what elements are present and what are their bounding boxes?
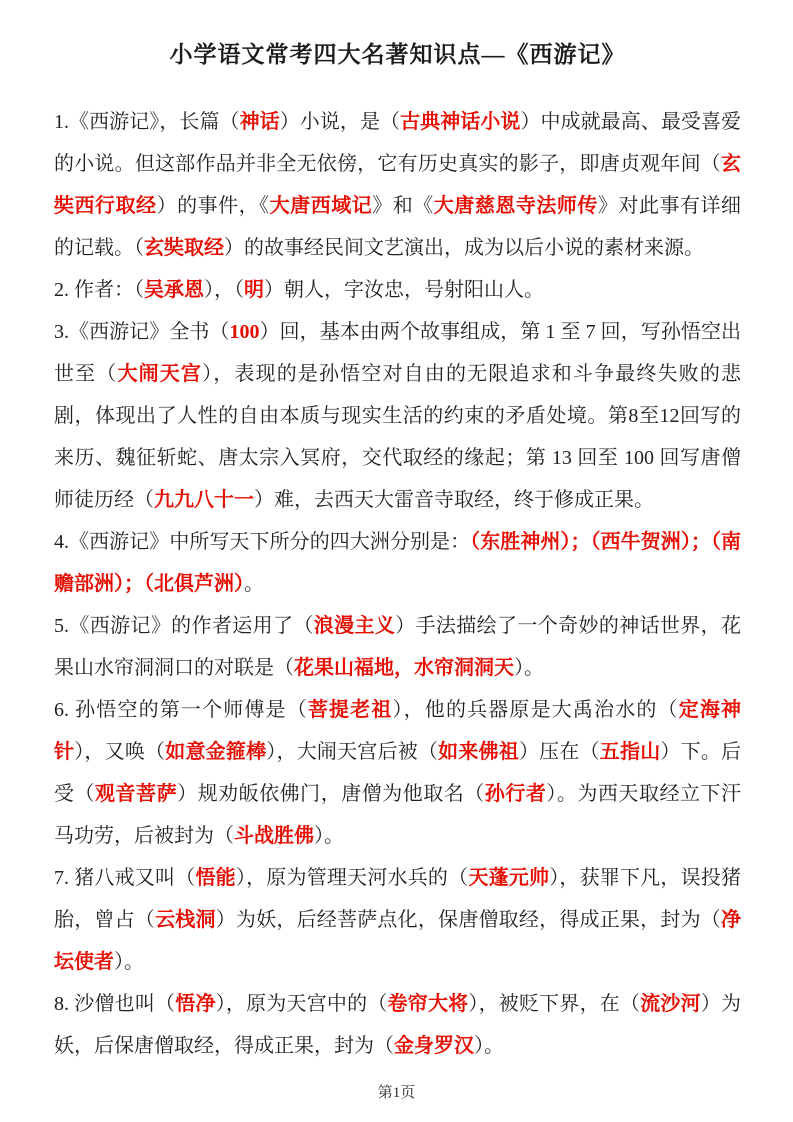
item-text: ），被贬下界，在（ bbox=[468, 993, 641, 1015]
knowledge-item bbox=[54, 101, 741, 269]
item-text: 4.《西游记》中所写天下所分的四大洲分别是： bbox=[54, 531, 471, 553]
item-text: ）为妖，后保唐僧取经，得成正果，封为（ bbox=[54, 993, 742, 1057]
answer-highlight: 如意金箍棒 bbox=[165, 741, 267, 763]
item-text: ），原为天宫中的（ bbox=[215, 993, 388, 1015]
knowledge-item bbox=[54, 983, 741, 1067]
answer-highlight: 定海神针 bbox=[54, 699, 741, 763]
item-text: 》和《 bbox=[372, 195, 434, 217]
item-text: 。 bbox=[244, 573, 264, 595]
item-text: ），表现的是孙悟空对自由的无限追求和斗争最终失败的悲剧，体现出了人性的自由本质与现实生活的约束的矛盾处境。第8至12回写的来历、魏征斩蛇、唐太宗入冥府，交代取经的缘起；第 13 回至 100 回写唐僧师徒历经（ bbox=[54, 363, 741, 511]
item-text: ），大闹天宫后被（ bbox=[266, 741, 439, 763]
answer-highlight: 九九八十一 bbox=[154, 489, 254, 511]
item-text: ）手法描绘了一个奇妙的神话世界，花果山水帘洞洞口的对联是（ bbox=[54, 615, 742, 679]
answer-highlight: 玄奘取经 bbox=[144, 237, 224, 259]
item-text: ）下。后受（ bbox=[54, 741, 742, 805]
item-text: 2. 作者：（ bbox=[54, 279, 144, 301]
answer-highlight: 菩提老祖 bbox=[307, 699, 393, 721]
knowledge-item bbox=[54, 857, 741, 983]
answer-highlight: 吴承恩 bbox=[144, 279, 204, 301]
answer-highlight: 100 bbox=[229, 321, 260, 343]
answer-highlight: 古典神话小说 bbox=[400, 111, 521, 133]
knowledge-item bbox=[54, 311, 741, 521]
item-text: 3.《西游记》全书（ bbox=[54, 321, 230, 343]
item-text: ），（ bbox=[204, 279, 244, 301]
item-text: ），获罪下凡，误投猪胎，曾占（ bbox=[54, 867, 742, 931]
item-text: ），又唤（ bbox=[74, 741, 166, 763]
item-text: ）回，基本由两个故事组成，第 1 至 7 回，写孙悟空出世至（ bbox=[54, 321, 742, 385]
answer-highlight: 孙行者 bbox=[484, 783, 547, 805]
item-text: ）压在（ bbox=[518, 741, 600, 763]
item-text: ）的事件，《 bbox=[156, 195, 270, 217]
item-text: 1.《西游记》，长篇（ bbox=[54, 111, 240, 133]
knowledge-item bbox=[54, 521, 741, 605]
item-text: 8. 沙僧也叫（ bbox=[54, 993, 176, 1015]
page-title: 小学语文常考四大名著知识点—《西游记》 bbox=[169, 42, 626, 67]
answer-highlight: 大闹天宫 bbox=[117, 363, 203, 385]
item-text: ）。 bbox=[114, 951, 144, 973]
item-text: ）。 bbox=[314, 825, 344, 847]
document-content bbox=[54, 36, 741, 1067]
answer-highlight: 神话 bbox=[239, 111, 280, 133]
item-text: ）为妖，后经菩萨点化，保唐僧取经，得成正果，封为（ bbox=[215, 909, 722, 931]
answer-highlight: （东胜神州）；（西牛贺洲）；（南赡部洲）；（北俱芦洲） bbox=[54, 531, 742, 595]
item-text: ）。为西天取经立下汗马功劳，后被封为（ bbox=[54, 783, 742, 847]
item-text: ）中成就最高、最受喜爱的小说。但这部作品并非全无依傍，它有历史真实的影子，即唐贞观年间（ bbox=[54, 111, 742, 175]
document-body bbox=[54, 101, 741, 1067]
item-text: ），他的兵器原是大禹治水的（ bbox=[392, 699, 679, 721]
knowledge-item bbox=[54, 605, 741, 689]
item-text: ）。 bbox=[474, 1035, 504, 1057]
answer-highlight: 云栈洞 bbox=[155, 909, 216, 931]
answer-highlight: 如来佛祖 bbox=[438, 741, 519, 763]
item-text: ），原为管理天河水兵的（ bbox=[235, 867, 469, 889]
item-text: ）朝人，字汝忠，号射阳山人。 bbox=[264, 279, 544, 301]
answer-highlight: 悟能 bbox=[195, 867, 236, 889]
answer-highlight: 观音菩萨 bbox=[95, 783, 178, 805]
answer-highlight: 明 bbox=[244, 279, 264, 301]
item-text: ）。 bbox=[514, 657, 544, 679]
item-text: ）规劝皈依佛门，唐僧为他取名（ bbox=[177, 783, 485, 805]
answer-highlight: 悟净 bbox=[175, 993, 216, 1015]
item-text: ）小说，是（ bbox=[279, 111, 401, 133]
knowledge-item bbox=[54, 689, 741, 857]
answer-highlight: 花果山福地，水帘洞洞天 bbox=[294, 657, 514, 679]
item-text: 7. 猪八戒又叫（ bbox=[54, 867, 196, 889]
answer-highlight: 玄奘西行取经 bbox=[54, 153, 741, 217]
answer-highlight: 净坛使者 bbox=[54, 909, 742, 973]
page-number: 第1页 bbox=[377, 1085, 416, 1101]
answer-highlight: 浪漫主义 bbox=[313, 615, 396, 637]
item-text: ）难，去西天大雷音寺取经，终于修成正果。 bbox=[254, 489, 654, 511]
answer-highlight: 大唐慈恩寺法师传 bbox=[433, 195, 598, 217]
answer-highlight: 流沙河 bbox=[640, 993, 701, 1015]
answer-highlight: 天蓬元帅 bbox=[468, 867, 550, 889]
item-text: 6. 孙悟空的第一个师傅是（ bbox=[54, 699, 308, 721]
answer-highlight: 五指山 bbox=[599, 741, 661, 763]
answer-highlight: 大唐西域记 bbox=[269, 195, 373, 217]
answer-highlight: 斗战胜佛 bbox=[234, 825, 314, 847]
knowledge-item bbox=[54, 269, 741, 311]
item-text: 5.《西游记》的作者运用了（ bbox=[54, 615, 314, 637]
item-text: 》对此事有详细的记载。（ bbox=[54, 195, 742, 259]
item-text: ）的故事经民间文艺演出，成为以后小说的素材来源。 bbox=[224, 237, 704, 259]
answer-highlight: 金身罗汉 bbox=[394, 1035, 474, 1057]
answer-highlight: 卷帘大将 bbox=[387, 993, 469, 1015]
